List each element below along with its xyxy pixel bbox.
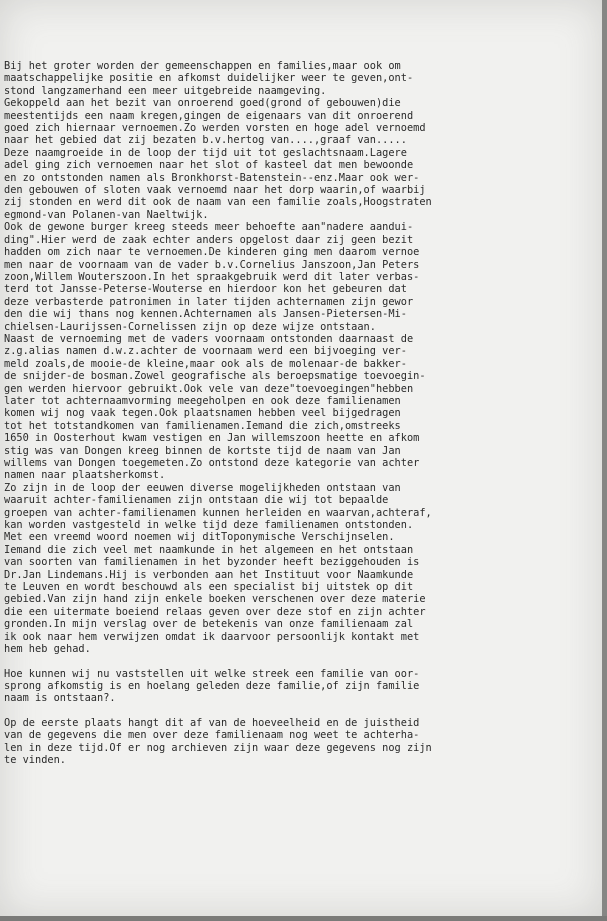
text-line: egmond-van Polanen-van Naeltwijk. — [4, 208, 209, 221]
text-line: gronden.In mijn verslag over de betekenis van onze familienaam zal — [4, 618, 414, 631]
text-line: Deze naamgroeide in de loop der tijd uit tot geslachtsnaam.Lagere — [4, 146, 407, 159]
text-line: die een uitermate boeiend relaas geven over deze stof en zijn achter — [4, 605, 426, 618]
text-line: namen naar plaatsherkomst. — [4, 469, 166, 482]
text-line: den die wij thans nog kennen.Achternamen als Jansen-Pietersen-Mi- — [4, 308, 407, 321]
text-line: de snijder-de bosman.Zowel geografische als beroepsmatige toevoegin- — [4, 370, 426, 383]
text-line: kan worden vastgesteld in welke tijd deze familienamen ontstonden. — [4, 519, 414, 532]
text-line: Zo zijn in de loop der eeuwen diverse mogelijkheden ontstaan van — [4, 481, 401, 494]
page-edge-bottom — [0, 916, 607, 921]
text-line: den gebouwen of sloten vaak vernoemd naar het dorp waarin,of waarbij — [4, 184, 426, 197]
text-line: naar het gebied dat zij bezaten b.v.hertog van....,graaf van..... — [4, 134, 407, 147]
text-line: komen wij nog vaak tegen.Ook plaatsnamen hebben veel bijgedragen — [4, 407, 401, 420]
text-line: te vinden. — [4, 753, 66, 766]
text-line: ik ook naar hem verwijzen omdat ik daarvoor persoonlijk kontakt met — [4, 630, 420, 643]
document-body — [4, 60, 600, 766]
text-line: stig was van Dongen kreeg binnen de kortste tijd de naam van Jan — [4, 444, 401, 457]
paragraph — [4, 60, 600, 656]
text-line: terd tot Jansse-Peterse-Wouterse en hierdoor kon het gebeuren dat — [4, 283, 407, 296]
text-line: gebied.Van zijn hand zijn enkele boeken verschenen over deze materie — [4, 593, 426, 606]
text-line: Met een vreemd woord noemen wij ditToponymische Verschijnselen. — [4, 531, 395, 544]
text-line: sprong afkomstig is en hoelang geleden deze familie,of zijn familie — [4, 679, 420, 692]
text-line: Hoe kunnen wij nu vaststellen uit welke streek een familie van oor- — [4, 667, 420, 680]
text-line: 1650 in Oosterhout kwam vestigen en Jan willemszoon heette en afkom — [4, 432, 420, 445]
text-line: Naast de vernoeming met de vaders voornaam ontstonden daarnaast de — [4, 332, 414, 345]
text-line: deze verbasterde patronimen in later tijden achternamen zijn gewor — [4, 295, 414, 308]
paragraph-gap — [4, 656, 600, 668]
text-line: stond langzamerhand een meer uitgebreide naamgeving. — [4, 84, 327, 97]
text-line: men naar de voornaam van de vader b.v.Cornelius Janszoon,Jan Peters — [4, 258, 420, 271]
text-line: gen werden hiervoor gebruikt.Ook vele van deze"toevoegingen"hebben — [4, 382, 414, 395]
paragraph — [4, 668, 600, 705]
text-line: willems van Dongen toegemeten.Zo ontstond deze kategorie van achter — [4, 457, 420, 469]
text-line: naam is ontstaan?. — [4, 692, 116, 705]
text-line: zoon,Willem Wouterszoon.In het spraakgebruik werd dit later verbas- — [4, 270, 420, 283]
text-line: en zo ontstonden namen als Bronkhorst-Batenstein--enz.Maar ook wer- — [4, 171, 420, 184]
text-line: tot het totstandkomen van familienamen.Iemand die zich,omstreeks — [4, 419, 401, 432]
paragraph — [4, 717, 600, 767]
text-line: adel ging zich vernoemen naar het slot of kasteel dat men bewoonde — [4, 159, 414, 172]
text-line: later tot achternaamvorming meegeholpen en ook deze familienamen — [4, 394, 401, 407]
text-line: meestentijds een naam kregen,gingen de eigenaars van dit onroerend — [4, 109, 414, 122]
paragraph-gap — [4, 705, 600, 717]
text-line: Ook de gewone burger kreeg steeds meer behoefte aan"nadere aandui- — [4, 221, 414, 234]
text-line: maatschappelijke positie en afkomst duidelijker weer te geven,ont- — [4, 72, 414, 85]
text-line: goed zich hiernaar vernoemen.Zo werden vorsten en hoge adel vernoemd — [4, 122, 426, 135]
text-line: groepen van achter-familienamen kunnen herleiden en waarvan,achteraf, — [4, 506, 432, 519]
text-line: zij stonden en werd dit ook de naam van een familie zoals,Hoogstraten — [4, 196, 432, 209]
text-line: chielsen-Laurijssen-Cornelissen zijn op deze wijze ontstaan. — [4, 320, 376, 333]
text-line: Dr.Jan Lindemans.Hij is verbonden aan het Instituut voor Naamkunde — [4, 568, 414, 581]
text-line: meld zoals,de mooie-de kleine,maar ook als de molenaar-de bakker- — [4, 357, 407, 370]
text-line: hem heb gehad. — [4, 643, 91, 656]
text-line: len in deze tijd.Of er nog archieven zijn waar deze gegevens nog zijn — [4, 741, 432, 754]
text-line: Bij het groter worden der gemeenschappen en families,maar ook om — [4, 60, 401, 72]
text-line: ding".Hier werd de zaak echter anders opgelost daar zij geen bezit — [4, 233, 414, 246]
text-line: Op de eerste plaats hangt dit af van de hoeveelheid en de juistheid — [4, 716, 420, 729]
text-line: van soorten van familienamen in het byzonder heeft beziggehouden is — [4, 556, 420, 569]
text-line: Iemand die zich veel met naamkunde in het algemeen en het ontstaan — [4, 543, 414, 556]
text-line: te Leuven en wordt beschouwd als een specialist bij uitstek op dit — [4, 581, 414, 594]
page-edge-right — [602, 0, 607, 921]
text-line: Gekoppeld aan het bezit van onroerend goed(grond of gebouwen)die — [4, 97, 401, 110]
text-line: hadden om zich naar te vernoemen.De kinderen ging men daarom vernoe — [4, 246, 420, 259]
text-line: van de gegevens die men over deze familienaam nog weet te achterha- — [4, 729, 420, 742]
text-line: waaruit achter-familienamen zijn ontstaan die wij tot bepaalde — [4, 494, 389, 507]
text-line: z.g.alias namen d.w.z.achter de voornaam werd een bijvoeging ver- — [4, 345, 407, 358]
